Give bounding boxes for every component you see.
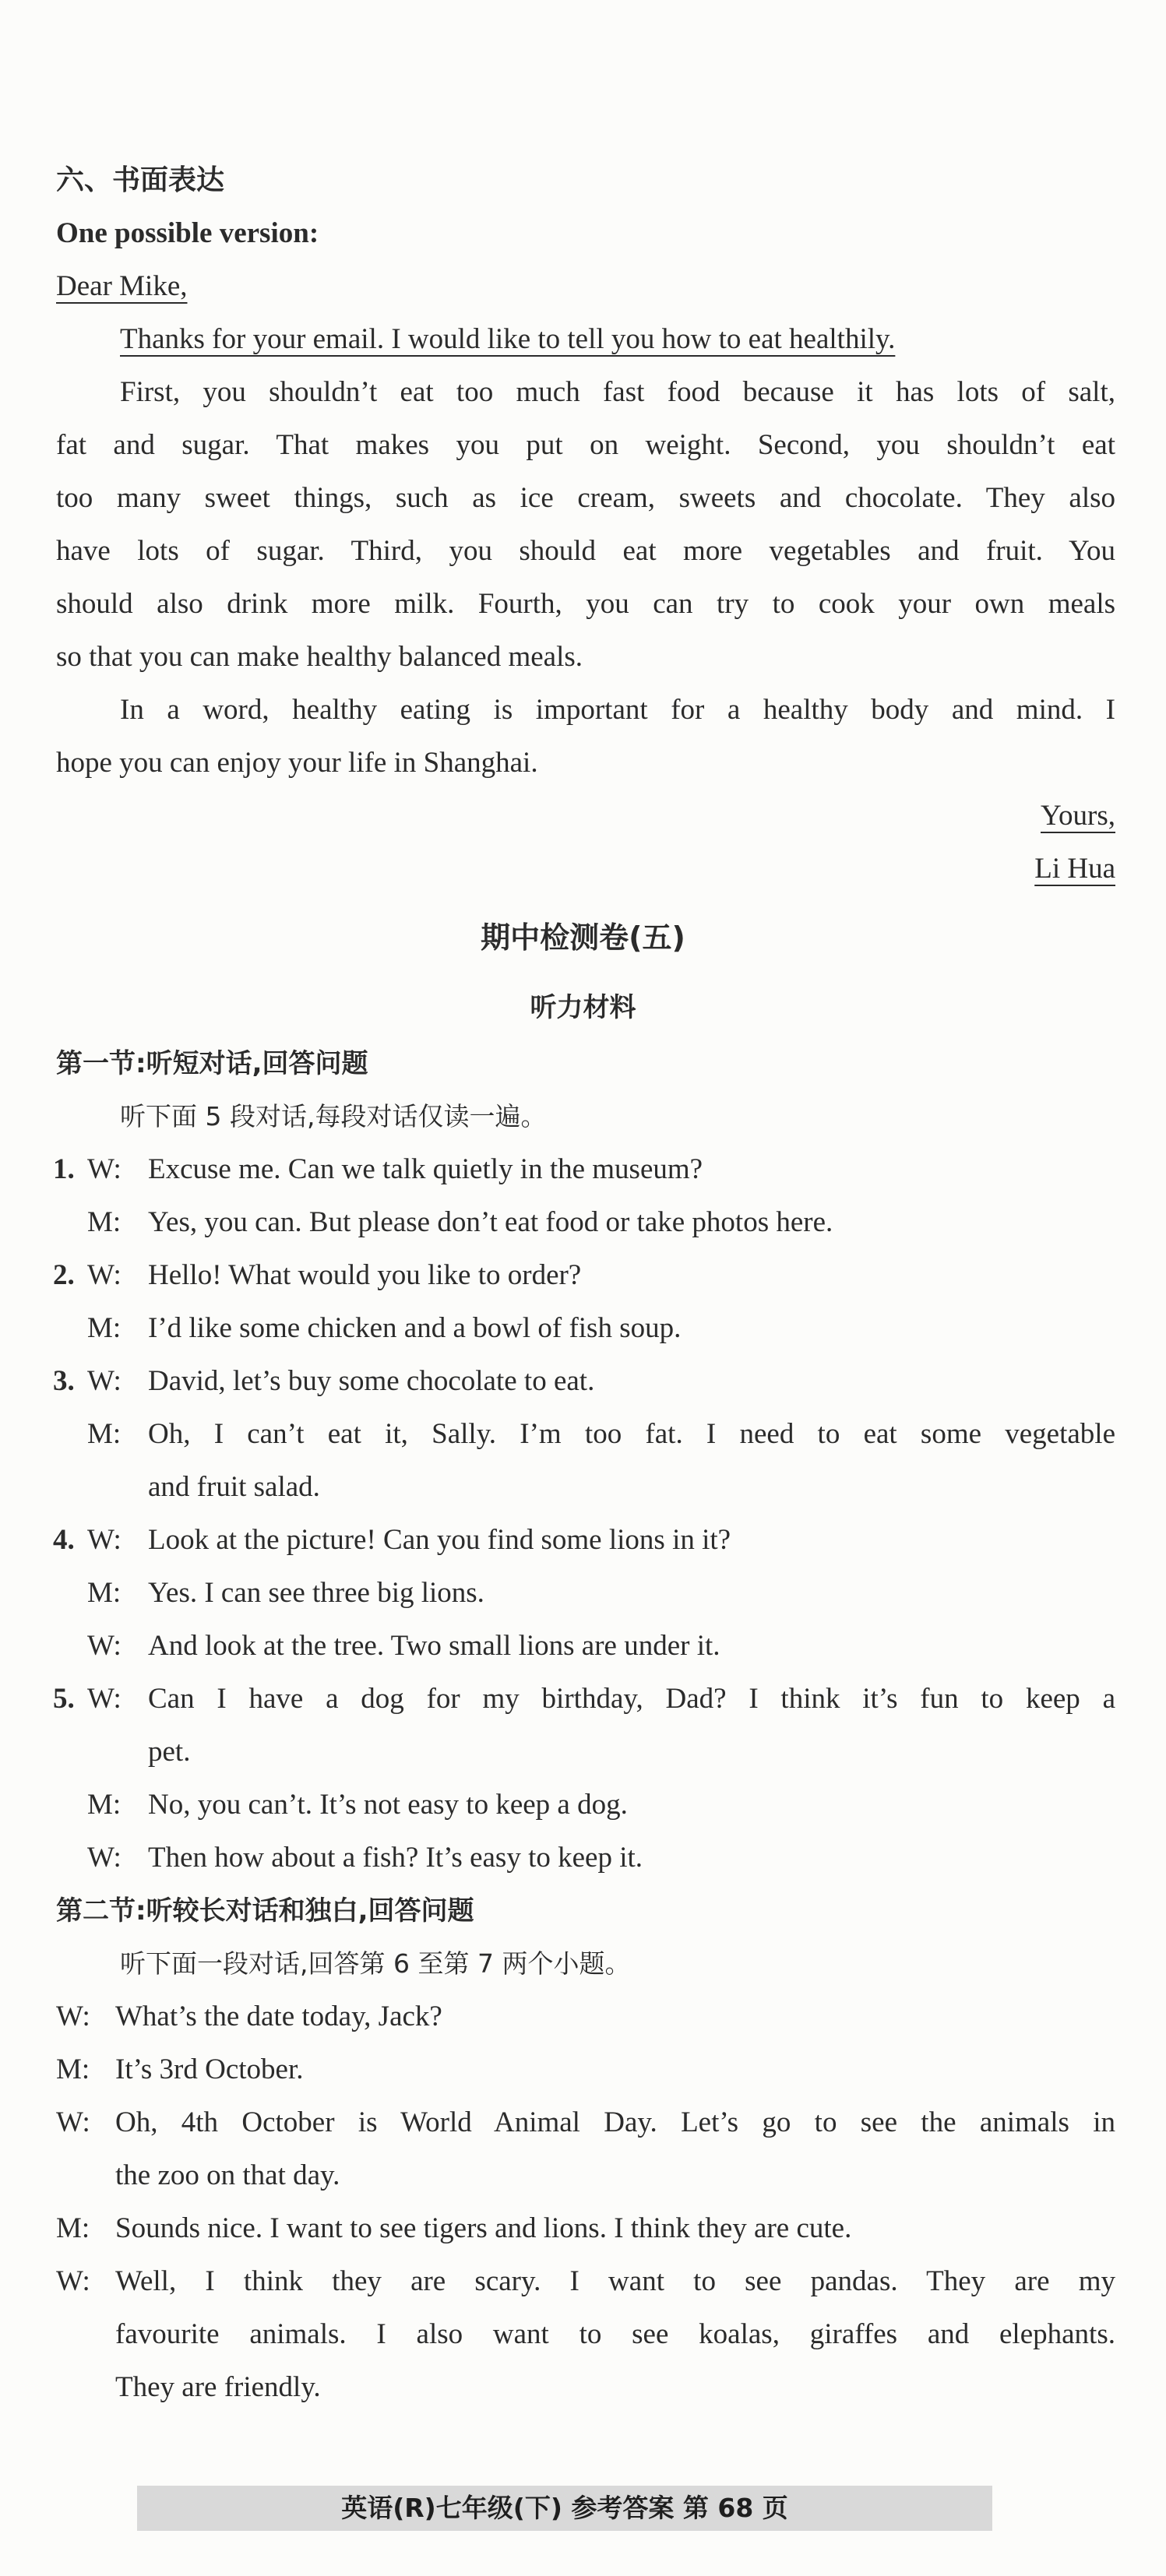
dialogue-continuation: the zoo on that day.	[115, 2159, 340, 2191]
dialogue-line: And look at the tree. Two small lions are under it.	[148, 1630, 720, 1662]
letter-p2-line: too many sweet things, such as ice cream, sweets and chocolate. They also	[56, 482, 1115, 514]
exam-subtitle: 听力材料	[530, 992, 636, 1023]
dialogue-line: Look at the picture! Can you find some lions in it?	[148, 1524, 731, 1556]
letter-p2-line: First, you shouldn’t eat too much fast food because it has lots of salt,	[120, 376, 1115, 408]
letter-closing: Yours,	[1041, 800, 1115, 832]
speaker-label: M:	[87, 1789, 122, 1821]
letter-signature: Li Hua	[1034, 853, 1115, 885]
speaker-label: M:	[56, 2212, 90, 2244]
speaker-label: M:	[87, 1577, 122, 1609]
speaker-label: W:	[56, 2106, 90, 2138]
section2-intro: 听下面一段对话,回答第 6 至第 7 两个小题。	[120, 1948, 631, 1979]
dialogue-line: What’s the date today, Jack?	[115, 2001, 442, 2032]
question-number: 1.	[53, 1153, 75, 1185]
dialogue-continuation: favourite animals. I also want to see koalas, giraffes and elephants.	[115, 2318, 1115, 2350]
speaker-label: W:	[87, 1842, 122, 1874]
dialogue-line: Oh, I can’t eat it, Sally. I’m too fat. I need to eat some vegetable	[148, 1418, 1115, 1450]
version-label: One possible version:	[56, 217, 319, 249]
dialogue-continuation: pet.	[148, 1736, 191, 1768]
section1-intro: 听下面 5 段对话,每段对话仅读一遍。	[120, 1101, 547, 1131]
section1-heading: 第一节:听短对话,回答问题	[56, 1048, 368, 1079]
dialogue-line: Sounds nice. I want to see tigers and lions. I think they are cute.	[115, 2212, 852, 2244]
speaker-label: M:	[87, 1312, 122, 1344]
dialogue-line: Hello! What would you like to order?	[148, 1259, 582, 1291]
dialogue-line: Excuse me. Can we talk quietly in the museum?	[148, 1153, 703, 1185]
letter-p3-line: In a word, healthy eating is important for a healthy body and mind. I	[120, 694, 1115, 726]
letter-paragraph-1: Thanks for your email. I would like to tell you how to eat healthily.	[120, 323, 896, 355]
dialogue-line: Then how about a fish? It’s easy to keep it.	[148, 1842, 643, 1874]
dialogue-continuation: and fruit salad.	[148, 1471, 320, 1503]
letter-p2-line: have lots of sugar. Third, you should eat more vegetables and fruit. You	[56, 535, 1115, 567]
speaker-label: W:	[87, 1259, 122, 1291]
speaker-label: M:	[87, 1418, 122, 1450]
speaker-label: W:	[87, 1365, 122, 1397]
question-number: 5.	[53, 1683, 75, 1715]
speaker-label: W:	[87, 1683, 122, 1715]
dialogue-line: Well, I think they are scary. I want to see pandas. They are my	[115, 2265, 1115, 2297]
dialogue-line: It’s 3rd October.	[115, 2053, 304, 2085]
letter-p2-line: should also drink more milk. Fourth, you can try to cook your own meals	[56, 588, 1115, 620]
speaker-label: W:	[56, 2001, 90, 2032]
dialogue-line: Can I have a dog for my birthday, Dad? I think it’s fun to keep a	[148, 1683, 1115, 1715]
speaker-label: W:	[87, 1524, 122, 1556]
page-footer: 英语(R)七年级(下) 参考答案 第 68 页	[341, 2493, 788, 2523]
question-number: 4.	[53, 1524, 75, 1556]
letter-p3-line: hope you can enjoy your life in Shanghai.	[56, 747, 538, 779]
dialogue-continuation: They are friendly.	[115, 2371, 321, 2403]
letter-p2-line: so that you can make healthy balanced meals.	[56, 641, 583, 673]
exam-title: 期中检测卷(五)	[481, 920, 685, 955]
question-number: 3.	[53, 1365, 75, 1397]
speaker-label: W:	[87, 1630, 122, 1662]
question-number: 2.	[53, 1259, 75, 1291]
speaker-label: W:	[87, 1153, 122, 1185]
dialogue-line: Yes, you can. But please don’t eat food or take photos here.	[148, 1206, 833, 1238]
dialogue-line: I’d like some chicken and a bowl of fish soup.	[148, 1312, 682, 1344]
writing-heading: 六、书面表达	[56, 164, 225, 196]
dialogue-line: Yes. I can see three big lions.	[148, 1577, 484, 1609]
dialogue-line: No, you can’t. It’s not easy to keep a dog.	[148, 1789, 628, 1821]
letter-p2-line: fat and sugar. That makes you put on weight. Second, you shouldn’t eat	[56, 429, 1115, 461]
speaker-label: M:	[87, 1206, 122, 1238]
dialogue-line: David, let’s buy some chocolate to eat.	[148, 1365, 595, 1397]
letter-greeting: Dear Mike,	[56, 270, 188, 302]
dialogue-line: Oh, 4th October is World Animal Day. Let’s go to see the animals in	[115, 2106, 1115, 2138]
speaker-label: W:	[56, 2265, 90, 2297]
section2-heading: 第二节:听较长对话和独白,回答问题	[56, 1895, 474, 1927]
speaker-label: M:	[56, 2053, 90, 2085]
